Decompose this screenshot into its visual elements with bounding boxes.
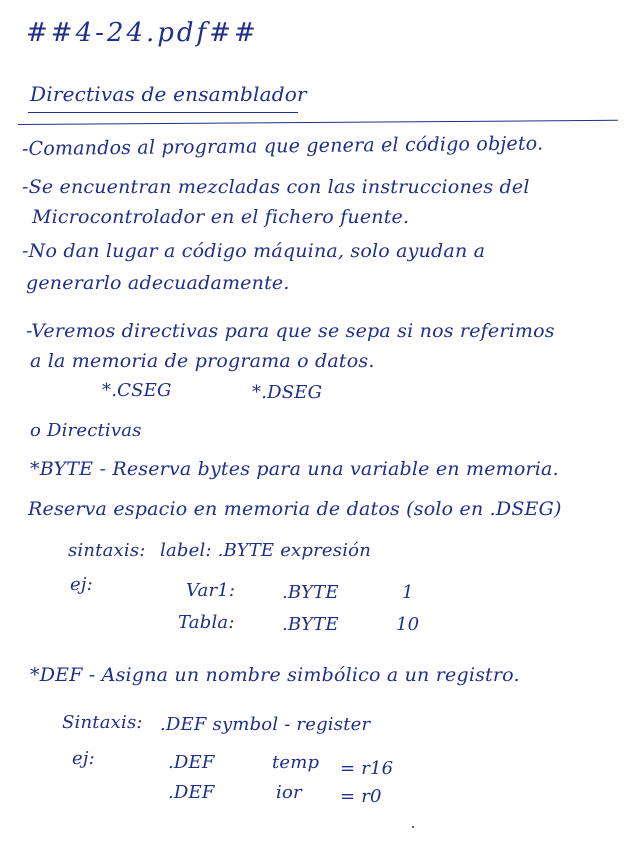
byte-example-1-value: 1 bbox=[402, 582, 414, 603]
byte-description: Reserva espacio en memoria de datos (solo en .DSEG) bbox=[28, 498, 562, 520]
def-example-2-name: ior bbox=[276, 782, 302, 803]
cseg-directive: *.CSEG bbox=[102, 380, 172, 401]
section-divider bbox=[18, 120, 618, 125]
byte-example-1-name: Var1: bbox=[186, 580, 236, 601]
paragraph-2-line-2: Microcontrolador en el fichero fuente. bbox=[32, 206, 410, 228]
paragraph-3-line-2: generarlo adecuadamente. bbox=[26, 272, 290, 294]
paragraph-4-line-1: -Veremos directivas para que se sepa si nos referimos bbox=[26, 320, 555, 342]
byte-sintaxis-value: label: .BYTE expresión bbox=[160, 540, 371, 561]
def-heading: *DEF - Asigna un nombre simbólico a un registro. bbox=[30, 664, 520, 686]
byte-sintaxis-label: sintaxis: bbox=[68, 540, 146, 561]
byte-example-2-name: Tabla: bbox=[178, 612, 235, 633]
heading-underline bbox=[28, 112, 298, 113]
byte-example-2-directive: .BYTE bbox=[282, 614, 339, 635]
byte-ej-label: ej: bbox=[70, 574, 93, 595]
page-title: ##4-24.pdf## bbox=[26, 18, 259, 48]
def-example-1-name: temp bbox=[272, 752, 320, 773]
def-example-2-value: = r0 bbox=[340, 786, 382, 807]
byte-example-1-directive: .BYTE bbox=[282, 582, 339, 603]
def-example-1-directive: .DEF bbox=[168, 752, 215, 773]
paragraph-2-line-1: -Se encuentran mezcladas con las instrucciones del bbox=[22, 176, 530, 198]
def-example-2-directive: .DEF bbox=[168, 782, 215, 803]
section-heading: Directivas de ensamblador bbox=[30, 82, 307, 106]
byte-heading: *BYTE - Reserva bytes para una variable en memoria. bbox=[30, 458, 559, 480]
paragraph-4-line-2: a la memoria de programa o datos. bbox=[30, 350, 375, 372]
paragraph-3-line-1: -No dan lugar a código máquina, solo ayudan a bbox=[22, 240, 486, 262]
directivas-label: o Directivas bbox=[30, 420, 142, 441]
dseg-directive: *.DSEG bbox=[252, 382, 323, 403]
def-sintaxis-label: Sintaxis: bbox=[62, 712, 143, 733]
paragraph-1: -Comandos al programa que genera el código objeto. bbox=[21, 132, 544, 160]
def-sintaxis-value: .DEF symbol - register bbox=[160, 714, 371, 735]
stray-ink-dot bbox=[412, 826, 414, 828]
def-ej-label: ej: bbox=[72, 748, 95, 769]
def-example-1-value: = r16 bbox=[340, 758, 394, 779]
byte-example-2-value: 10 bbox=[396, 614, 420, 635]
